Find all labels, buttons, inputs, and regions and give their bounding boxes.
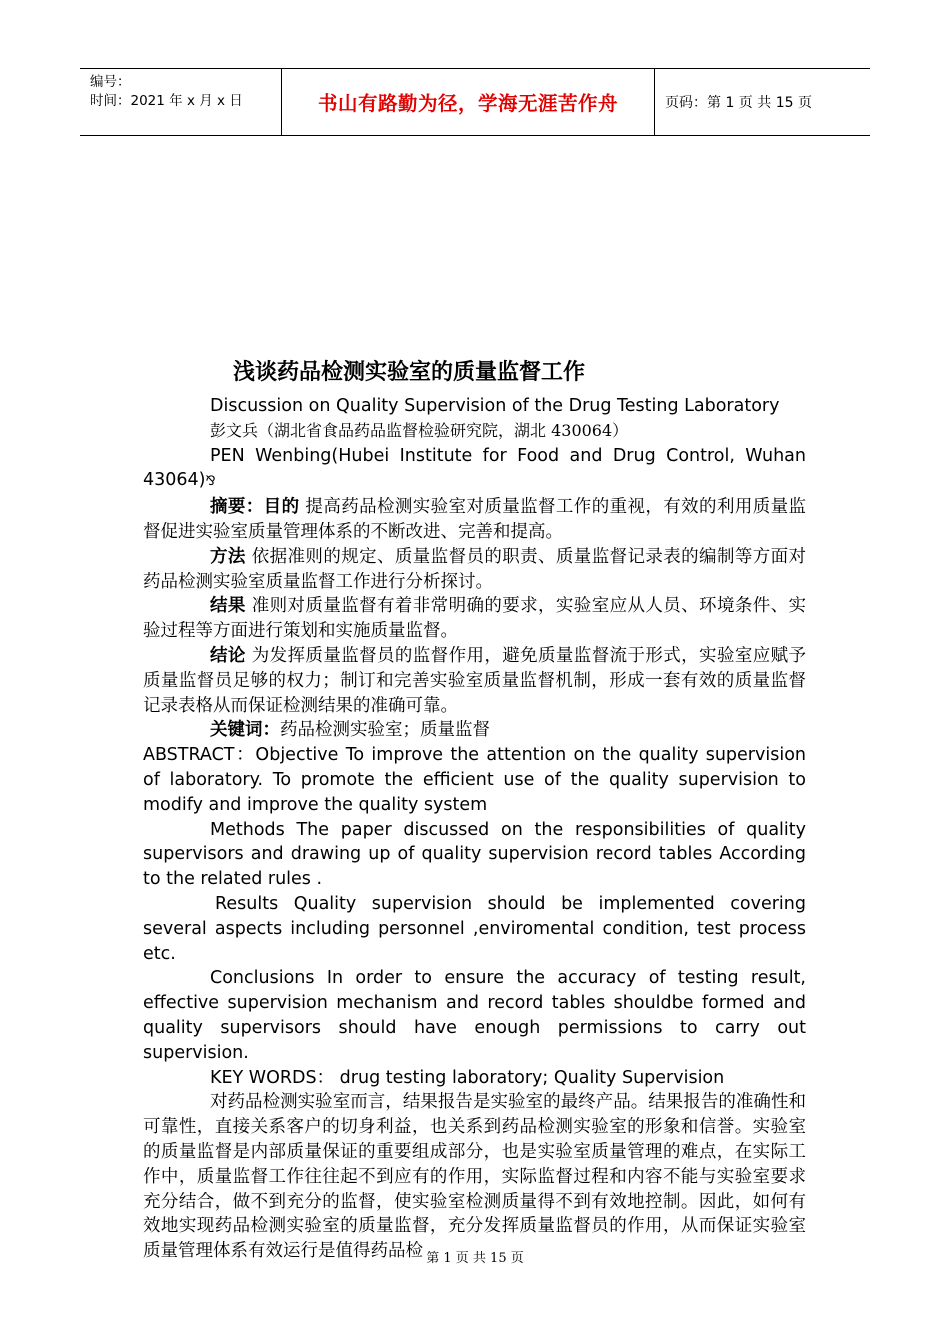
results-cn-text: 准则对质量监督有着非常明确的要求，实验室应从人员、环境条件、实验过程等方面进行策划和实施质量监督。 (143, 596, 807, 642)
keywords-en: KEY WORDS： drug testing laboratory; Quality Supervision (210, 1067, 725, 1088)
methods-cn (143, 545, 806, 595)
article-body (143, 353, 806, 1264)
abstract-cn-label: 摘要：目的 (210, 497, 300, 518)
author-cn: 彭文兵（湖北省食品药品监督检验研究院，湖北 430064） (210, 420, 629, 440)
anchor-icon: ⅋ (205, 474, 216, 490)
author-en-line2 (143, 468, 806, 495)
keywords-cn-text: 药品检测实验室；质量监督 (280, 720, 490, 741)
number-label: 编号： (90, 74, 131, 90)
methods-cn-text: 依据准则的规定、质量监督员的职责、质量监督记录表的编制等方面对药品检测实验室质量监督工作进行分析探讨。 (143, 546, 807, 592)
methods-cn-label: 方法 (210, 546, 246, 567)
methods-en: Methods The paper discussed on the responsibilities of quality supervisors and drawing up of quality supervision record tables According to the related rules . (143, 819, 806, 890)
conclusions-cn (143, 644, 806, 718)
author-en-zip: 43064) (143, 470, 206, 491)
header-page-info: 页码：第 1 页 共 15 页 (665, 95, 812, 111)
conclusions-en: Conclusions In order to ensure the accuracy of testing result, effective supervision mechanism and record tables shouldbe formed and quality supervisors should have enough permissions to carry out supervision. (143, 968, 806, 1063)
results-en: Results Quality supervision should be implemented covering several aspects including personnel ,enviromental condition, test process etc. (143, 893, 806, 964)
abstract-en: ABSTRACT：Objective To improve the attention on the quality supervision of laboratory. To promote the efficient use of the quality supervision to modify and improve the quality system (143, 745, 806, 815)
page-footer: 第 1 页 共 15 页 (426, 1251, 524, 1266)
results-cn-label: 结果 (210, 596, 246, 617)
time-label: 时间：2021 年 x 月 x 日 (90, 93, 243, 109)
abstract-cn-text: 提高药品检测实验室对质量监督工作的重视，有效的利用质量监督促进实验室质量管理体系的不断改进、完善和提高。 (143, 497, 807, 542)
article-title: 浅谈药品检测实验室的质量监督工作 (233, 359, 586, 385)
header-left-cell (80, 69, 282, 135)
results-cn (143, 594, 806, 644)
body-paragraph: 对药品检测实验室而言，结果报告是实验室的最终产品。结果报告的准确性和可靠性，直接关系客户的切身利益，也关系到药品检测实验室的形象和信誉。实验室的质量监督是内部质量保证的重要组成部分，也是实验室质量管理的难点，在实际工作中，质量监督工作往往起不到应有的作用，实际监督过程和内容不能与实验室要求充分结合，做不到充分的监督，使实验室检测质量得不到有效地控制。因此，如何有效地实现药品检测实验室的质量监督，充分发挥质量监督员的作用，从而保证实验室质量管理体系有效运行是值得药品检 (143, 1092, 806, 1262)
conclusions-cn-label: 结论 (210, 645, 246, 666)
header-motto: 书山有路勤为径，学海无涯苦作舟 (282, 69, 655, 135)
header-table (80, 68, 870, 136)
author-en-line1: PEN Wenbing(Hubei Institute for Food and Drug Control, Wuhan (210, 445, 806, 466)
keywords-cn-label: 关键词： (210, 720, 280, 741)
keywords-cn (143, 718, 806, 743)
abstract-cn (143, 495, 806, 545)
conclusions-cn-text: 为发挥质量监督员的监督作用，避免质量监督流于形式，实验室应赋予质量监督员足够的权力；制订和完善实验室质量监督机制，形成一套有效的质量监督记录表格从而保证检测结果的准确可靠。 (143, 645, 807, 716)
english-title: Discussion on Quality Supervision of the Drug Testing Laboratory (210, 396, 780, 416)
